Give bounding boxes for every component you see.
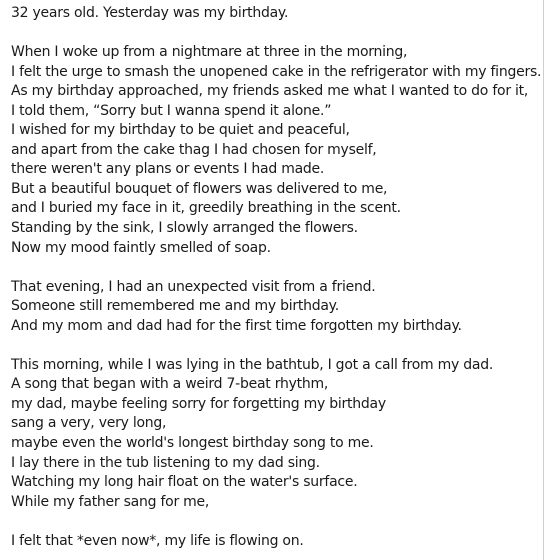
stanza-break — [11, 258, 541, 278]
text-line: my dad, maybe feeling sorry for forgetting my birthday — [11, 395, 386, 412]
stanza-break — [11, 336, 541, 356]
text-line: Watching my long hair float on the water's surface. — [11, 474, 358, 491]
text-line: I told them, “Sorry but I wanna spend it alone.” — [11, 102, 332, 119]
text-line: I felt that *even now*, my life is flowing on. — [11, 532, 304, 549]
text-line: While my father sang for me, — [11, 493, 210, 510]
text-line: Standing by the sink, I slowly arranged the flowers. — [11, 220, 358, 237]
text-line: But a beautiful bouquet of flowers was delivered to me, — [11, 180, 388, 197]
text-line: I wished for my birthday to be quiet and peaceful, — [11, 122, 350, 139]
text-line: This morning, while I was lying in the bathtub, I got a call from my dad. — [11, 356, 494, 373]
text-line: I lay there in the tub listening to my dad sing. — [11, 454, 320, 471]
text-line: When I woke up from a nightmare at three in the morning, — [11, 44, 408, 61]
text-line: and I buried my face in it, greedily breathing in the scent. — [11, 200, 401, 217]
text-line: and apart from the cake thag I had chosen for myself, — [11, 141, 377, 158]
text-line: maybe even the world's longest birthday song to me. — [11, 435, 374, 452]
text-line: And my mom and dad had for the first time forgotten my birthday. — [11, 317, 462, 334]
text-line: A song that began with a weird 7-beat rhythm, — [11, 376, 329, 393]
text-line: As my birthday approached, my friends asked me what I wanted to do for it, — [11, 83, 529, 100]
stanza-break — [11, 24, 541, 44]
stanza-break — [11, 512, 541, 532]
text-line: sang a very, very long, — [11, 415, 167, 432]
text-line: Now my mood faintly smelled of soap. — [11, 239, 271, 256]
text-line: Someone still remembered me and my birthday. — [11, 298, 339, 315]
text-line: 32 years old. Yesterday was my birthday. — [11, 5, 289, 21]
text-line: I felt the urge to smash the unopened cake in the refrigerator with my fingers. — [11, 63, 542, 80]
text-line: That evening, I had an unexpected visit from a friend. — [11, 278, 376, 295]
poem-text — [11, 4, 541, 551]
text-line: there weren't any plans or events I had made. — [11, 161, 325, 178]
